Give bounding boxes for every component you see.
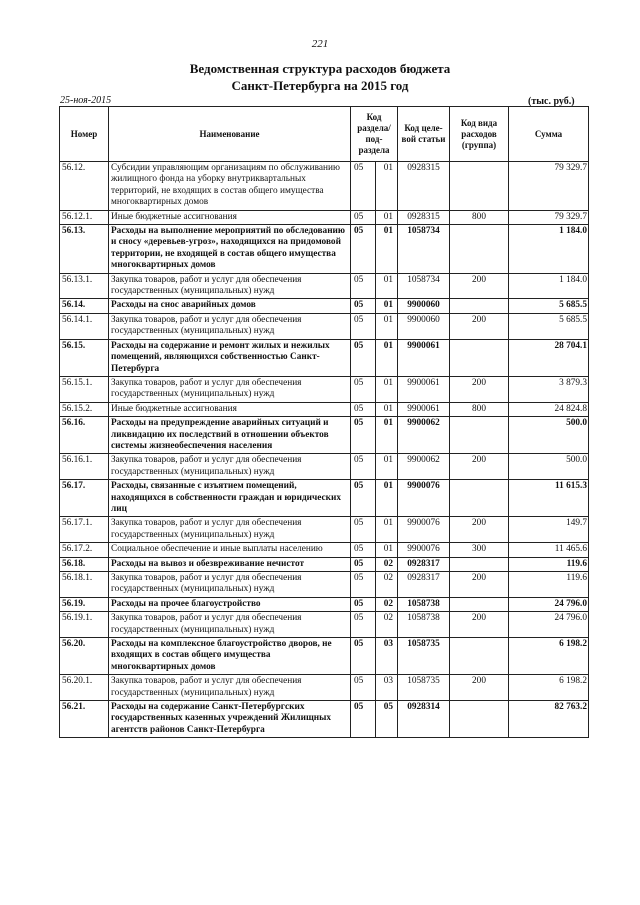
row-name: Закупка товаров, работ и услуг для обеспечения государственных (муниципальных) нужд: [109, 572, 351, 598]
row-amount: 79 329.7: [509, 162, 589, 211]
row-number: 56.14.: [60, 299, 109, 313]
row-target-code: 1058735: [398, 675, 450, 701]
row-target-code: 1058738: [398, 612, 450, 638]
row-section-code: 05: [351, 225, 376, 274]
row-target-code: 0928317: [398, 572, 450, 598]
table-row: [60, 402, 589, 416]
row-number: 56.21.: [60, 701, 109, 738]
row-target-code: 9900060: [398, 299, 450, 313]
row-target-code: 0928317: [398, 557, 450, 571]
row-expense-type: [450, 480, 509, 517]
row-amount: 6 198.2: [509, 675, 589, 701]
row-section-code: 05: [351, 480, 376, 517]
row-amount: 119.6: [509, 572, 589, 598]
row-subsection-code: 02: [376, 612, 398, 638]
row-subsection-code: 01: [376, 402, 398, 416]
row-target-code: 9900060: [398, 313, 450, 339]
row-expense-type: 200: [450, 517, 509, 543]
row-amount: 119.6: [509, 557, 589, 571]
row-subsection-code: 01: [376, 480, 398, 517]
row-section-code: 05: [351, 612, 376, 638]
page-number: 221: [311, 38, 329, 50]
row-subsection-code: 01: [376, 454, 398, 480]
row-expense-type: 200: [450, 273, 509, 299]
row-section-code: 05: [351, 299, 376, 313]
row-subsection-code: 01: [376, 339, 398, 376]
row-section-code: 05: [351, 701, 376, 738]
row-target-code: 1058734: [398, 225, 450, 274]
row-subsection-code: 02: [376, 597, 398, 611]
row-expense-type: [450, 557, 509, 571]
table-row: [60, 299, 589, 313]
row-target-code: 0928314: [398, 701, 450, 738]
row-section-code: 05: [351, 313, 376, 339]
row-name: Закупка товаров, работ и услуг для обеспечения государственных (муниципальных) нужд: [109, 675, 351, 701]
row-expense-type: 200: [450, 313, 509, 339]
row-name: Закупка товаров, работ и услуг для обеспечения государственных (муниципальных) нужд: [109, 612, 351, 638]
row-target-code: 0928315: [398, 162, 450, 211]
row-section-code: 05: [351, 572, 376, 598]
row-amount: 82 763.2: [509, 701, 589, 738]
row-number: 56.20.1.: [60, 675, 109, 701]
header-number: Номер: [60, 107, 109, 162]
table-row: [60, 313, 589, 339]
row-subsection-code: 03: [376, 675, 398, 701]
table-row: [60, 638, 589, 675]
row-target-code: 9900061: [398, 339, 450, 376]
row-number: 56.15.2.: [60, 402, 109, 416]
row-expense-type: [450, 299, 509, 313]
header-amount: Сумма: [509, 107, 589, 162]
row-name: Расходы на содержание и ремонт жилых и нежилых помещений, являющихся собственностью Санкт-Петербурга: [109, 339, 351, 376]
table-row: [60, 339, 589, 376]
document-date: 25-ноя-2015: [60, 95, 112, 106]
row-amount: 24 824.8: [509, 402, 589, 416]
row-section-code: 05: [351, 273, 376, 299]
row-target-code: 9900061: [398, 376, 450, 402]
row-expense-type: 200: [450, 572, 509, 598]
table-row: [60, 517, 589, 543]
row-number: 56.14.1.: [60, 313, 109, 339]
row-section-code: 05: [351, 402, 376, 416]
row-amount: 28 704.1: [509, 339, 589, 376]
row-expense-type: [450, 339, 509, 376]
row-amount: 1 184.0: [509, 273, 589, 299]
row-subsection-code: 03: [376, 638, 398, 675]
table-row: [60, 675, 589, 701]
row-number: 56.19.1.: [60, 612, 109, 638]
row-subsection-code: 05: [376, 701, 398, 738]
row-subsection-code: 01: [376, 210, 398, 224]
row-subsection-code: 01: [376, 517, 398, 543]
row-number: 56.13.1.: [60, 273, 109, 299]
table-row: [60, 210, 589, 224]
page-title: [0, 60, 640, 94]
row-target-code: 9900062: [398, 417, 450, 454]
row-expense-type: [450, 162, 509, 211]
row-name: Закупка товаров, работ и услуг для обеспечения государственных (муниципальных) нужд: [109, 454, 351, 480]
row-name: Расходы на предупреждение аварийных ситуаций и ликвидацию их последствий в отношении объектов системы жизнеобеспечения населения: [109, 417, 351, 454]
row-number: 56.12.1.: [60, 210, 109, 224]
row-name: Закупка товаров, работ и услуг для обеспечения государственных (муниципальных) нужд: [109, 313, 351, 339]
row-expense-type: 800: [450, 210, 509, 224]
row-amount: 5 685.5: [509, 299, 589, 313]
row-section-code: 05: [351, 543, 376, 557]
row-section-code: 05: [351, 638, 376, 675]
row-section-code: 05: [351, 339, 376, 376]
row-section-code: 05: [351, 417, 376, 454]
table-row: [60, 572, 589, 598]
row-amount: 79 329.7: [509, 210, 589, 224]
table-row: [60, 376, 589, 402]
row-number: 56.15.1.: [60, 376, 109, 402]
table-header-row: [60, 107, 589, 162]
row-expense-type: 300: [450, 543, 509, 557]
row-section-code: 05: [351, 557, 376, 571]
row-subsection-code: 01: [376, 417, 398, 454]
row-number: 56.19.: [60, 597, 109, 611]
row-number: 56.17.: [60, 480, 109, 517]
header-target: Код целе-вой статьи: [398, 107, 450, 162]
row-section-code: 05: [351, 517, 376, 543]
row-target-code: 1058738: [398, 597, 450, 611]
row-name: Расходы на снос аварийных домов: [109, 299, 351, 313]
row-target-code: 0928315: [398, 210, 450, 224]
row-subsection-code: 01: [376, 225, 398, 274]
row-amount: 24 796.0: [509, 612, 589, 638]
row-number: 56.18.: [60, 557, 109, 571]
row-number: 56.18.1.: [60, 572, 109, 598]
title-line-2: Санкт-Петербурга на 2015 год: [231, 78, 409, 93]
table-row: [60, 612, 589, 638]
table-row: [60, 543, 589, 557]
row-subsection-code: 02: [376, 572, 398, 598]
row-name: Субсидии управляющим организациям по обслуживанию жилищного фонда на уборку внутриквартальных территорий, не входящих в состав общего имущества многоквартирных домов: [109, 162, 351, 211]
row-expense-type: 200: [450, 376, 509, 402]
row-subsection-code: 01: [376, 162, 398, 211]
row-number: 56.12.: [60, 162, 109, 211]
row-number: 56.16.1.: [60, 454, 109, 480]
row-name: Закупка товаров, работ и услуг для обеспечения государственных (муниципальных) нужд: [109, 376, 351, 402]
row-amount: 3 879.3: [509, 376, 589, 402]
row-subsection-code: 01: [376, 376, 398, 402]
row-number: 56.15.: [60, 339, 109, 376]
table-row: [60, 701, 589, 738]
row-target-code: 9900076: [398, 543, 450, 557]
row-section-code: 05: [351, 675, 376, 701]
row-name: Иные бюджетные ассигнования: [109, 402, 351, 416]
row-section-code: 05: [351, 162, 376, 211]
table-row: [60, 225, 589, 274]
row-number: 56.20.: [60, 638, 109, 675]
budget-table: [59, 106, 589, 738]
row-number: 56.16.: [60, 417, 109, 454]
row-expense-type: [450, 225, 509, 274]
row-number: 56.17.2.: [60, 543, 109, 557]
row-name: Расходы на содержание Санкт-Петербургских государственных казенных учреждений Жилищных агентств районов Санкт-Петербурга: [109, 701, 351, 738]
units-label: (тыс. руб.): [528, 96, 575, 107]
row-target-code: 1058734: [398, 273, 450, 299]
title-line-1: Ведомственная структура расходов бюджета: [189, 61, 451, 76]
header-name: Наименование: [109, 107, 351, 162]
row-name: Закупка товаров, работ и услуг для обеспечения государственных (муниципальных) нужд: [109, 273, 351, 299]
table-row: [60, 557, 589, 571]
row-section-code: 05: [351, 376, 376, 402]
row-target-code: 9900061: [398, 402, 450, 416]
table-row: [60, 273, 589, 299]
row-expense-type: 200: [450, 612, 509, 638]
row-name: Социальное обеспечение и иные выплаты населению: [109, 543, 351, 557]
row-name: Расходы на вывоз и обезвреживание нечистот: [109, 557, 351, 571]
row-amount: 149.7: [509, 517, 589, 543]
row-amount: 5 685.5: [509, 313, 589, 339]
row-expense-type: [450, 701, 509, 738]
row-name: Расходы на выполнение мероприятий по обследованию и сносу «деревьев-угроз», находящихся на придомовой территории, не входящей в состав общего имущества многоквартирных домов: [109, 225, 351, 274]
table-row: [60, 597, 589, 611]
row-target-code: 9900076: [398, 480, 450, 517]
row-amount: 500.0: [509, 454, 589, 480]
row-name: Иные бюджетные ассигнования: [109, 210, 351, 224]
row-subsection-code: 02: [376, 557, 398, 571]
row-section-code: 05: [351, 210, 376, 224]
row-amount: 11 465.6: [509, 543, 589, 557]
row-target-code: 9900076: [398, 517, 450, 543]
table-row: [60, 162, 589, 211]
header-section: Код раздела/ под-раздела: [351, 107, 398, 162]
row-amount: 24 796.0: [509, 597, 589, 611]
table-row: [60, 454, 589, 480]
row-amount: 11 615.3: [509, 480, 589, 517]
row-section-code: 05: [351, 454, 376, 480]
table-row: [60, 417, 589, 454]
row-name: Расходы, связанные с изъятием помещений, находящихся в собственности граждан и юридических лиц: [109, 480, 351, 517]
row-number: 56.17.1.: [60, 517, 109, 543]
table-row: [60, 480, 589, 517]
row-target-code: 1058735: [398, 638, 450, 675]
header-expense-type: Код вида расходов (группа): [450, 107, 509, 162]
row-expense-type: [450, 417, 509, 454]
row-subsection-code: 01: [376, 299, 398, 313]
row-expense-type: 200: [450, 675, 509, 701]
row-amount: 6 198.2: [509, 638, 589, 675]
row-amount: 1 184.0: [509, 225, 589, 274]
row-name: Расходы на комплексное благоустройство дворов, не входящих в состав общего имущества многоквартирных домов: [109, 638, 351, 675]
row-subsection-code: 01: [376, 313, 398, 339]
row-expense-type: [450, 638, 509, 675]
row-number: 56.13.: [60, 225, 109, 274]
row-target-code: 9900062: [398, 454, 450, 480]
row-subsection-code: 01: [376, 273, 398, 299]
row-section-code: 05: [351, 597, 376, 611]
row-amount: 500.0: [509, 417, 589, 454]
row-name: Закупка товаров, работ и услуг для обеспечения государственных (муниципальных) нужд: [109, 517, 351, 543]
row-expense-type: 800: [450, 402, 509, 416]
row-name: Расходы на прочее благоустройство: [109, 597, 351, 611]
row-expense-type: 200: [450, 454, 509, 480]
row-expense-type: [450, 597, 509, 611]
row-subsection-code: 01: [376, 543, 398, 557]
